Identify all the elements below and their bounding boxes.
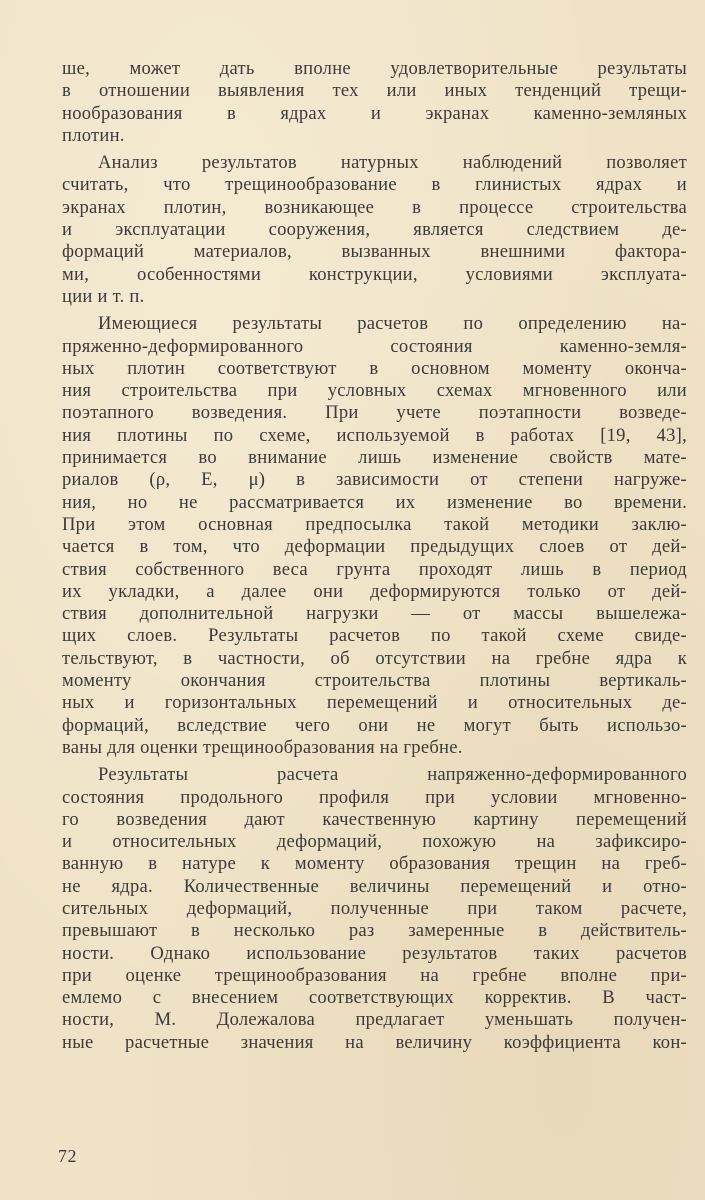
text-line: принимается во внимание лишь изменение свойств мате- xyxy=(62,447,687,469)
text-line: экранах плотин, возникающее в процессе строительства xyxy=(62,196,687,218)
text-line: Результаты расчета напряженно-деформированного xyxy=(98,764,687,786)
text-line: в отношении выявления тех или иных тенденций трещи- xyxy=(62,80,687,102)
text-line: состояния продольного профиля при условии мгновенно- xyxy=(62,786,687,808)
body-text xyxy=(62,58,687,1054)
text-line: ствия дополнительной нагрузки — от массы вышележа- xyxy=(62,603,687,625)
text-line: формаций, вследствие чего они не могут быть использо- xyxy=(62,714,687,736)
text-line: ные расчетные значения на величину коэффициента кон- xyxy=(62,1031,687,1053)
text-line: моменту окончания строительства плотины вертикаль- xyxy=(62,670,687,692)
text-line: щих слоев. Результаты расчетов по такой схеме свиде- xyxy=(62,625,687,647)
text-line: не ядра. Количественные величины перемещений и отно- xyxy=(62,875,687,897)
text-line: При этом основная предпосылка такой методики заклю- xyxy=(62,513,687,535)
text-line: ности. Однако использование результатов таких расчетов xyxy=(62,942,687,964)
text-line: ных плотин соответствуют в основном моменту оконча- xyxy=(62,357,687,379)
text-line: ми, особенностями конструкции, условиями эксплуата- xyxy=(62,263,687,285)
text-line: сительных деформаций, полученные при таком расчете, xyxy=(62,897,687,919)
paragraph-1 xyxy=(62,58,687,147)
text-line: Имеющиеся результаты расчетов по определению на- xyxy=(98,313,687,335)
paragraph-4 xyxy=(62,764,687,1054)
text-line: ванную в натуре к моменту образования трещин на греб- xyxy=(62,853,687,875)
text-line: ния плотины по схеме, используемой в работах [19, 43], xyxy=(62,424,687,446)
text-line: ния строительства при условных схемах мгновенного или xyxy=(62,380,687,402)
text-line: формаций материалов, вызванных внешними фактора- xyxy=(62,241,687,263)
text-line: ных и горизонтальных перемещений и относительных де- xyxy=(62,692,687,714)
paragraph-3 xyxy=(62,313,687,759)
text-line: плотин. xyxy=(62,124,125,146)
text-line: ния, но не рассматривается их изменение во времени. xyxy=(62,491,687,513)
paragraph-2 xyxy=(62,152,687,308)
text-line: емлемо с внесением соответствующих корректив. В част- xyxy=(62,987,687,1009)
text-line: го возведения дают качественную картину перемещений xyxy=(62,808,687,830)
text-line: чается в том, что деформации предыдущих слоев от дей- xyxy=(62,536,687,558)
text-line: при оценке трещинообразования на гребне вполне при- xyxy=(62,964,687,986)
text-line: поэтапного возведения. При учете поэтапности возведе- xyxy=(62,402,687,424)
text-line: превышают в несколько раз замеренные в действитель- xyxy=(62,920,687,942)
text-line: тельствуют, в частности, об отсутствии на гребне ядра к xyxy=(62,647,687,669)
text-line: ствия собственного веса грунта проходят лишь в период xyxy=(62,558,687,580)
text-line: ше, может дать вполне удовлетворительные результаты xyxy=(62,58,687,79)
text-line: ваны для оценки трещинообразования на гребне. xyxy=(62,736,463,758)
text-line: нообразования в ядрах и экранах каменно-земляных xyxy=(62,102,687,124)
text-line: пряженно-деформированного состояния каменно-земля- xyxy=(62,335,687,357)
text-line: считать, что трещинообразование в глинистых ядрах и xyxy=(62,174,687,196)
page-number: 72 xyxy=(58,1146,77,1166)
text-line: Анализ результатов натурных наблюдений позволяет xyxy=(98,152,687,174)
text-line: риалов (ρ, E, μ) в зависимости от степени нагруже- xyxy=(62,469,687,491)
text-line: их укладки, а далее они деформируются только от дей- xyxy=(62,580,687,602)
text-line: и относительных деформаций, похожую на зафиксиро- xyxy=(62,831,687,853)
text-line: и эксплуатации сооружения, является следствием де- xyxy=(62,219,687,241)
text-line: ции и т. п. xyxy=(62,285,145,307)
text-line: ности, М. Долежалова предлагает уменьшать получен- xyxy=(62,1009,687,1031)
